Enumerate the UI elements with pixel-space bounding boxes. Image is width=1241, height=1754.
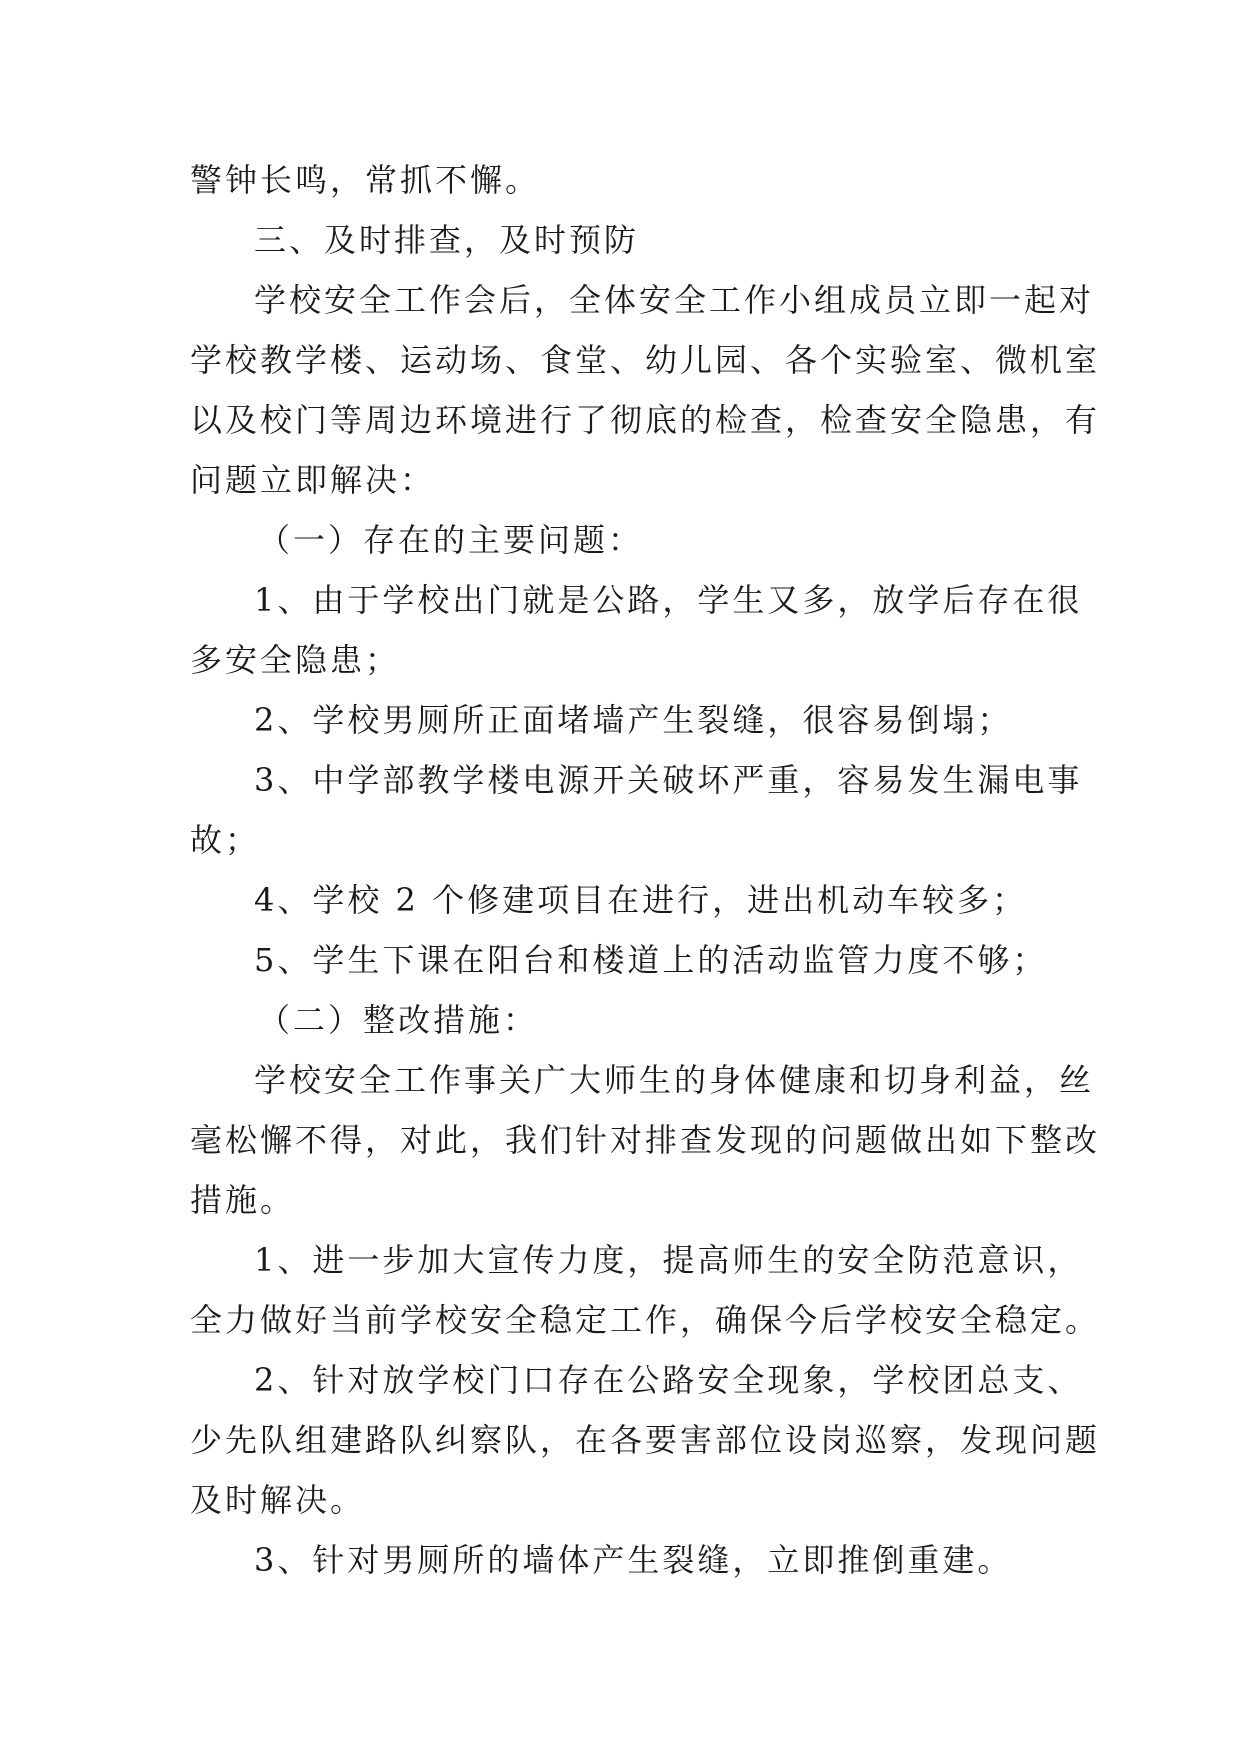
list-item: 1、进一步加大宣传力度，提高师生的安全防范意识， xyxy=(254,1241,1083,1279)
list-item: 4、学校 2 个修建项目在进行，进出机动车较多； xyxy=(254,881,1028,919)
list-item-continuation: 多安全隐患； xyxy=(190,641,401,679)
paragraph-line: 以及校门等周边环境进行了彻底的检查，检查安全隐患，有 xyxy=(190,401,1101,439)
list-item: 3、中学部教学楼电源开关破坏严重，容易发生漏电事 xyxy=(254,761,1083,799)
section-heading: 三、及时排查，及时预防 xyxy=(254,221,640,259)
list-item-continuation: 少先队组建路队纠察队，在各要害部位设岗巡察，发现问题 xyxy=(190,1421,1101,1459)
paragraph-line: 学校安全工作会后，全体安全工作小组成员立即一起对 xyxy=(254,281,1095,319)
paragraph-line: 问题立即解决： xyxy=(190,461,436,499)
list-item: 5、学生下课在阳台和楼道上的活动监管力度不够； xyxy=(254,941,1048,979)
subsection-heading: （二）整改措施： xyxy=(258,1001,539,1039)
paragraph-line: 措施。 xyxy=(190,1181,296,1219)
subsection-heading: （一）存在的主要问题： xyxy=(258,521,644,559)
paragraph-line: 学校安全工作事关广大师生的身体健康和切身利益，丝 xyxy=(254,1061,1095,1099)
paragraph-line: 警钟长鸣，常抓不懈。 xyxy=(190,161,541,199)
paragraph-line: 学校教学楼、运动场、食堂、幼儿园、各个实验室、微机室 xyxy=(190,341,1101,379)
document-body xyxy=(190,150,1101,1590)
list-item: 1、由于学校出门就是公路，学生又多，放学后存在很 xyxy=(254,581,1083,619)
list-item: 3、针对男厕所的墙体产生裂缝，立即推倒重建。 xyxy=(254,1541,1013,1579)
list-item-continuation: 及时解决。 xyxy=(190,1481,366,1519)
list-item: 2、学校男厕所正面堵墙产生裂缝，很容易倒塌； xyxy=(254,701,1013,739)
list-item-continuation: 全力做好当前学校安全稳定工作，确保今后学校安全稳定。 xyxy=(190,1301,1101,1339)
list-item: 2、针对放学校门口存在公路安全现象，学校团总支、 xyxy=(254,1361,1083,1399)
paragraph-line: 毫松懈不得，对此，我们针对排查发现的问题做出如下整改 xyxy=(190,1121,1101,1159)
list-item-continuation: 故； xyxy=(190,821,261,859)
